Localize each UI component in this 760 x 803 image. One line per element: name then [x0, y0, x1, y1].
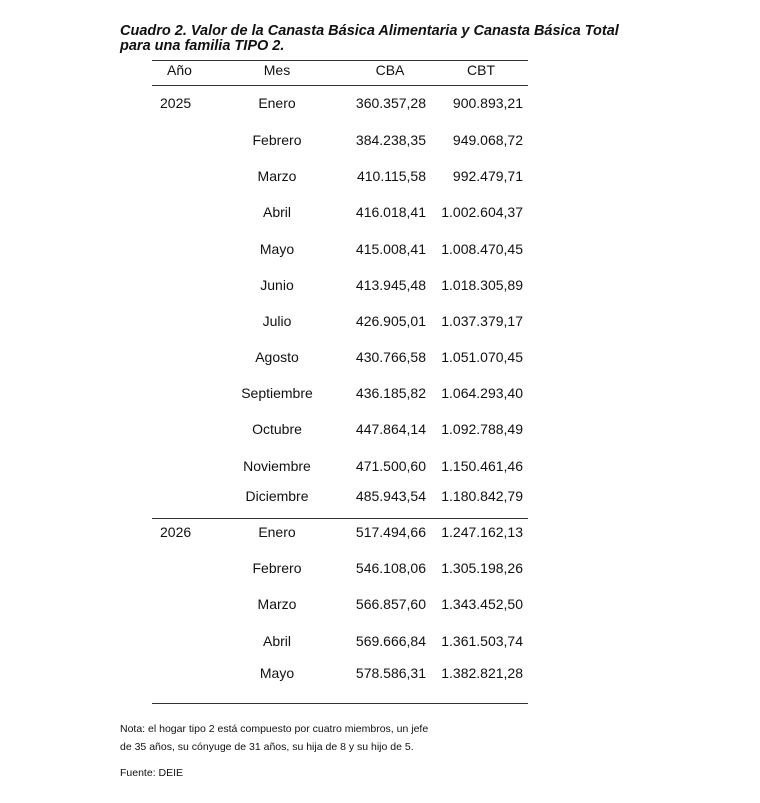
table-source: Fuente: DEIE [120, 767, 184, 779]
header-year: Año [167, 62, 192, 78]
cell-month: Febrero [252, 132, 302, 148]
cell-cbt: 1.343.452,50 [441, 596, 523, 612]
cell-year: 2025 [160, 95, 192, 111]
cell-month: Junio [260, 277, 294, 293]
cell-cba: 578.586,31 [355, 665, 426, 681]
cell-month: Marzo [257, 168, 297, 184]
cell-month: Octubre [252, 421, 302, 437]
cell-cba: 566.857,60 [355, 596, 426, 612]
cell-cbt: 1.092.788,49 [441, 421, 523, 437]
cell-cbt: 1.002.604,37 [441, 204, 523, 220]
cell-cbt: 1.051.070,45 [441, 349, 523, 365]
cell-month: Abril [262, 204, 291, 220]
header-cba: CBA [375, 62, 405, 78]
cell-cbt: 1.180.842,79 [441, 488, 523, 504]
title-line-1: Cuadro 2. Valor de la Canasta Básica Alimentaria y Canasta Básica Total [120, 23, 619, 39]
header-rule [152, 85, 528, 86]
cell-cba: 447.864,14 [355, 421, 426, 437]
year-separator-rule [152, 518, 528, 519]
cell-cbt: 1.247.162,13 [441, 524, 523, 540]
cell-month: Abril [262, 633, 291, 649]
cell-cba: 471.500,60 [355, 458, 426, 474]
cell-cba: 410.115,58 [356, 168, 426, 184]
cell-cba: 413.945,48 [355, 277, 426, 293]
cell-month: Febrero [252, 560, 302, 576]
cell-month: Noviembre [243, 458, 311, 474]
cell-cbt: 1.382.821,28 [441, 665, 523, 681]
top-rule [152, 60, 528, 61]
cell-month: Enero [258, 95, 296, 111]
bottom-rule [152, 703, 528, 704]
cell-cbt: 1.018.305,89 [441, 277, 523, 293]
cell-cba: 569.666,84 [355, 633, 426, 649]
cell-cba: 430.766,58 [355, 349, 426, 365]
cell-month: Mayo [259, 665, 295, 681]
cell-cba: 415.008,41 [355, 241, 426, 257]
cell-cbt: 900.893,21 [452, 95, 523, 111]
cell-cbt: 1.008.470,45 [441, 241, 523, 257]
note-line-1: Nota: el hogar tipo 2 está compuesto por cuatro miembros, un jefe [120, 723, 429, 735]
cell-cba: 416.018,41 [355, 204, 426, 220]
cell-cba: 485.943,54 [355, 488, 426, 504]
cell-cbt: 1.361.503,74 [441, 633, 523, 649]
cell-cbt: 949.068,72 [452, 132, 523, 148]
table-note [120, 720, 480, 756]
cell-cba: 546.108,06 [355, 560, 426, 576]
cell-month: Enero [258, 524, 296, 540]
header-cbt: CBT [467, 62, 495, 78]
cell-cbt: 992.479,71 [452, 168, 523, 184]
cell-month: Agosto [255, 349, 299, 365]
note-line-2: de 35 años, su cónyuge de 31 años, su hija de 8 y su hijo de 5. [120, 741, 414, 753]
cell-cba: 384.238,35 [355, 132, 426, 148]
cell-month: Julio [262, 313, 292, 329]
cell-cbt: 1.305.198,26 [441, 560, 523, 576]
cell-month: Septiembre [241, 385, 313, 401]
table-title [120, 24, 680, 54]
cell-year: 2026 [160, 524, 192, 540]
cell-cbt: 1.037.379,17 [441, 313, 523, 329]
cell-month: Diciembre [245, 488, 309, 504]
header-month: Mes [263, 62, 291, 78]
cell-cba: 360.357,28 [355, 95, 426, 111]
cell-month: Marzo [257, 596, 297, 612]
cell-cbt: 1.150.461,46 [441, 458, 523, 474]
cell-cba: 426.905,01 [355, 313, 426, 329]
cell-cba: 436.185,82 [355, 385, 426, 401]
cell-cba: 517.494,66 [355, 524, 426, 540]
title-line-2: para una familia TIPO 2. [120, 38, 285, 54]
cell-cbt: 1.064.293,40 [441, 385, 523, 401]
cell-month: Mayo [259, 241, 295, 257]
